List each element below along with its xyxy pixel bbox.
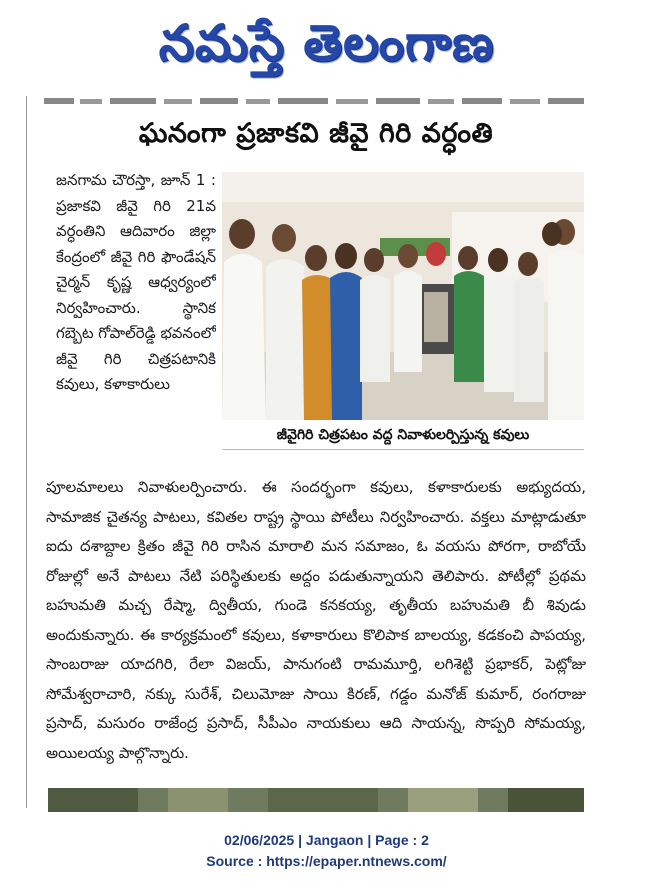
footer-source-line: Source : https://epaper.ntnews.com/ [206,853,447,869]
masthead-title: నమస్తే తెలంగాణ [158,14,495,72]
clipped-text-strip-graphic [40,96,592,106]
article-intro-column: జనగామ చౌరస్తా, జూన్ 1 : ప్రజాకవి జీవై గిరి 21వ వర్ధంతిని ఆదివారం జిల్లా కేంద్రంలో జీవై గిరి ఫౌండేషన్ చైర్మన్ కృష్ణ ఆధ్వర్యంలో నిర్వహించారు. స్థానిక గబ్బెట గోపాల్‌రెడ్డి భవనంలో జీవై గిరి చిత్రపటానికి కవులు, కళాకారులు [56,171,216,393]
footer-date-line: 02/06/2025 | Jangaon | Page : 2 [224,832,429,848]
photo-caption: జీవైగిరి చిత్రపటం వద్ద నివాళులర్పిస్తున్న కవులు [276,427,530,443]
photo-caption-box [222,420,584,450]
next-article-photo-graphic [48,788,584,812]
clipped-text-strip [40,96,592,106]
group-photo-graphic [222,172,584,420]
next-article-photo [48,788,584,812]
article-body: పూలమాలలు నివాళులర్పించారు. ఈ సందర్భంగా కవులు, కళాకారులకు అభ్యుదయ, సామాజిక చైతన్య పాటలు, కవితల రాష్ట్ర స్థాయి పోటీలు నిర్వహించారు. వక్తలు మాట్లాడుతూ ఐదు దశాబ్దాల క్రితం జీవై గిరి రాసిన మారాలి మన సమాజం, ఓ వయసు పోరగా, రాబోయే రోజుల్లో అనే పాటలు నేటి పరిస్థితులకు అద్దం పడుతున్నాయని తెలిపారు. పోటీల్లో ప్రథమ బహుమతి మచ్చ రేష్మా, ద్వితీయ, గుండె కనకయ్య, తృతీయ బహుమతి బీ శివుడు అందుకున్నారు. ఈ కార్యక్రమంలో కవులు, కళాకారులు కొలిపాక బాలయ్య, కడకంచి పాపయ్య, సాంబరాజు యాదగిరి, రేలా విజయ్, పానుగంటి రామమూర్తి, లగిశెట్టి ప్రభాకర్, పెట్లోజు సోమేశ్వరాచారి, నక్కు సురేశ్, చిలుమోజు సాయి కిరణ్, గడ్డం మనోజ్ కుమార్, రంగరాజు ప్రసాద్, మసురం రాజేంద్ర ప్రసాద్, సీపీఎం నాయకులు ఆది సాయన్న, సొప్పరి సోమయ్య, అయిలయ్య పాల్గొన్నారు. [46,478,586,762]
article-photo [222,172,584,420]
column-rule [26,96,27,808]
article-headline: ఘనంగా ప్రజాకవి జీవై గిరి వర్ధంతి [138,118,494,149]
